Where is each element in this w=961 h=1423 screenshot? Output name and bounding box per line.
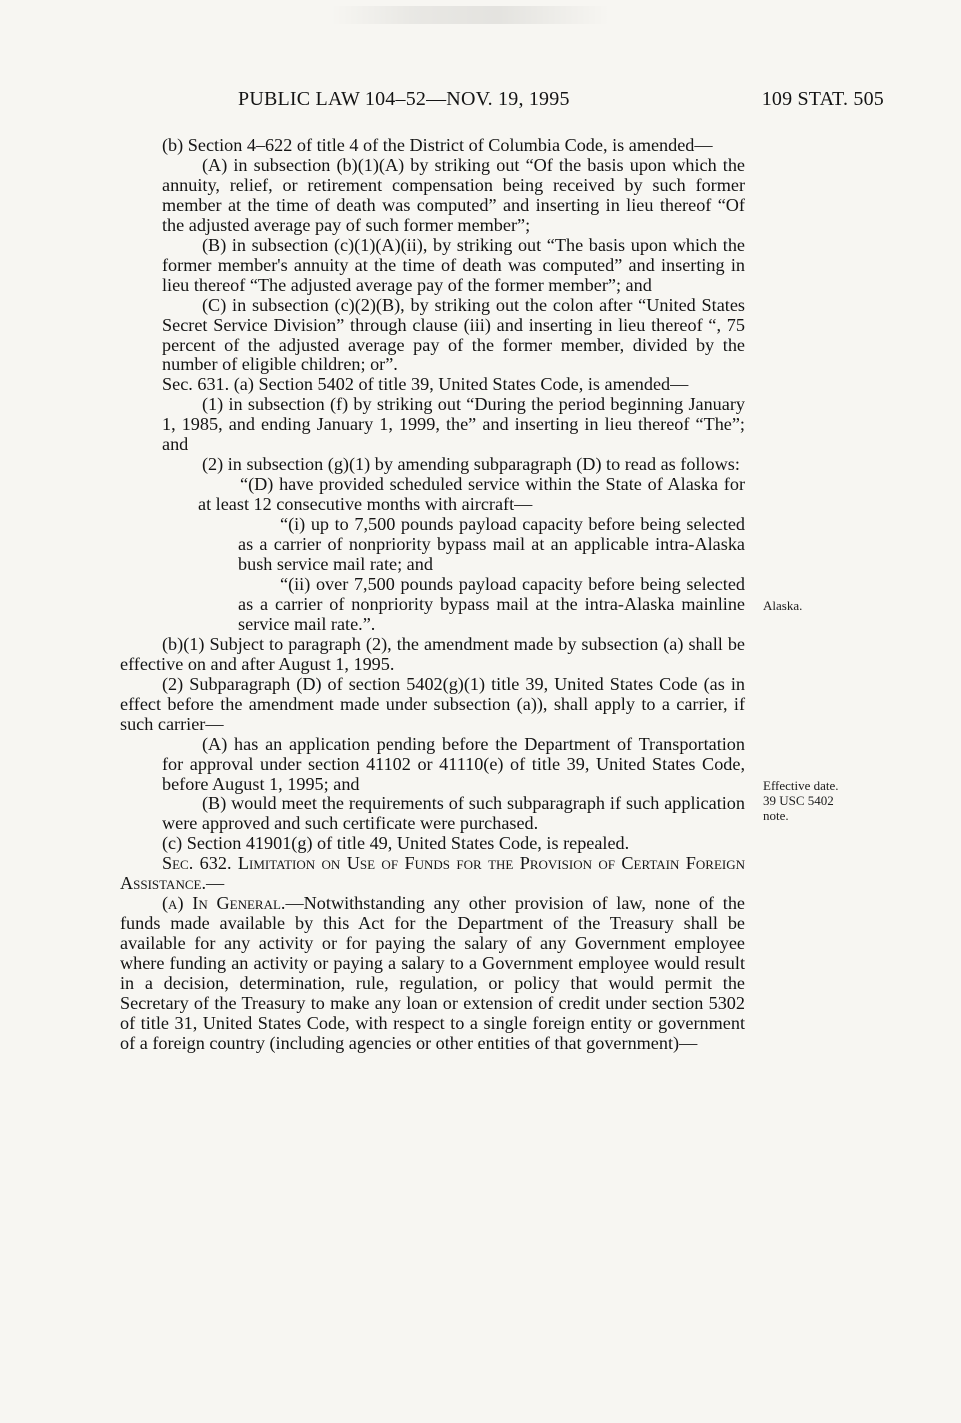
document-body — [120, 136, 745, 1054]
quoted-subparagraph-D: “(D) have provided scheduled service within the State of Alaska for at least 12 consecutive months with aircraft— — [198, 474, 745, 515]
header-law-citation: PUBLIC LAW 104–52—NOV. 19, 1995 — [238, 88, 570, 110]
paragraph-c: (c) Section 41901(g) of title 49, United States Code, is repealed. — [162, 833, 630, 854]
paragraph-b-dc-code: (b) Section 4–622 of title 4 of the District of Columbia Code, is amended— — [162, 135, 713, 155]
subsection-a-text: —Notwithstanding any other provision of law, none of the funds made available by this Act for the Department of the Treasury shall be available for any activity or for paying the salary of any Government employee where funding an activity or paying a salary to a Government employee would result in a decision, determination, rule, regulation, or policy that would permit the Secretary of the Treasury to make any loan or extension of credit under section 5302 of title 31, United States Code, with respect to a single foreign entity or government of a foreign country (including agencies or other entities of that government)— — [120, 893, 745, 1053]
margin-note-effective-line2: 39 USC 5402 — [763, 793, 834, 808]
paragraph-631-2: (2) in subsection (g)(1) by amending subparagraph (D) to read as follows: — [202, 454, 740, 475]
margin-note-alaska: Alaska. — [763, 598, 803, 613]
header-stat-page: 109 STAT. 505 — [761, 88, 884, 110]
paragraph-A: (A) in subsection (b)(1)(A) by striking out “Of the basis upon which the annuity, relief, or retirement compensation being received by such former member at the time of death was computed” and inserting in lieu thereof “Of the adjusted average pay of such former member”; — [162, 154, 745, 235]
margin-note-effective-line3: note. — [763, 808, 789, 823]
paragraph-b1: (b)(1) Subject to paragraph (2), the amendment made by subsection (a) shall be effective on and after August 1, 1995. — [120, 633, 745, 674]
paragraph-C: (C) in subsection (c)(2)(B), by striking out the colon after “United States Secret Service Division” through clause (iii) and inserting in lieu thereof “, 75 percent of the adjusted average pay of the former member, divided by the number of eligible children; or”. — [162, 294, 745, 375]
paragraph-b2: (2) Subparagraph (D) of section 5402(g)(1) title 39, United States Code (as in effect before the amendment made under subsection (a)), shall apply to a carrier, if such carrier— — [120, 673, 745, 734]
paragraph-631-1: (1) in subsection (f) by striking out “During the period beginning January 1, 1985, and ending January 1, 1999, the” and inserting in lieu thereof “The”; and — [162, 394, 745, 455]
paragraph-b2-A: (A) has an application pending before the Department of Transportation for approval under section 41102 or 41110(e) of title 39, United States Code, before August 1, 1995; and — [162, 733, 745, 794]
section-632-heading: Sec. 632. Limitation on Use of Funds for the Provision of Certain Foreign Assistance.— — [120, 853, 745, 894]
page-header — [120, 88, 890, 114]
quoted-clause-ii: “(ii) over 7,500 pounds payload capacity before being selected as a carrier of nonpriority bypass mail at the intra-Alaska mainline service mail rate.”. — [238, 573, 745, 634]
scan-artifact — [330, 6, 610, 24]
margin-note-effective-date — [763, 778, 873, 823]
section-632-a — [120, 894, 745, 1054]
subsection-heading-in-general: (a) In General. — [162, 893, 286, 914]
paragraph-b2-B: (B) would meet the requirements of such subparagraph if such application were approved and such certificate were purchased. — [162, 793, 745, 834]
section-631: Sec. 631. (a) Section 5402 of title 39, United States Code, is amended— — [162, 374, 689, 395]
margin-note-effective-line1: Effective date. — [763, 778, 839, 793]
paragraph-B: (B) in subsection (c)(1)(A)(ii), by striking out “The basis upon which the former member's annuity at the time of death was computed” and inserting in lieu thereof “The adjusted average pay of the former member”; and — [162, 234, 745, 295]
quoted-clause-i: “(i) up to 7,500 pounds payload capacity before being selected as a carrier of nonpriority bypass mail at an applicable intra-Alaska bush service mail rate; and — [238, 514, 745, 575]
